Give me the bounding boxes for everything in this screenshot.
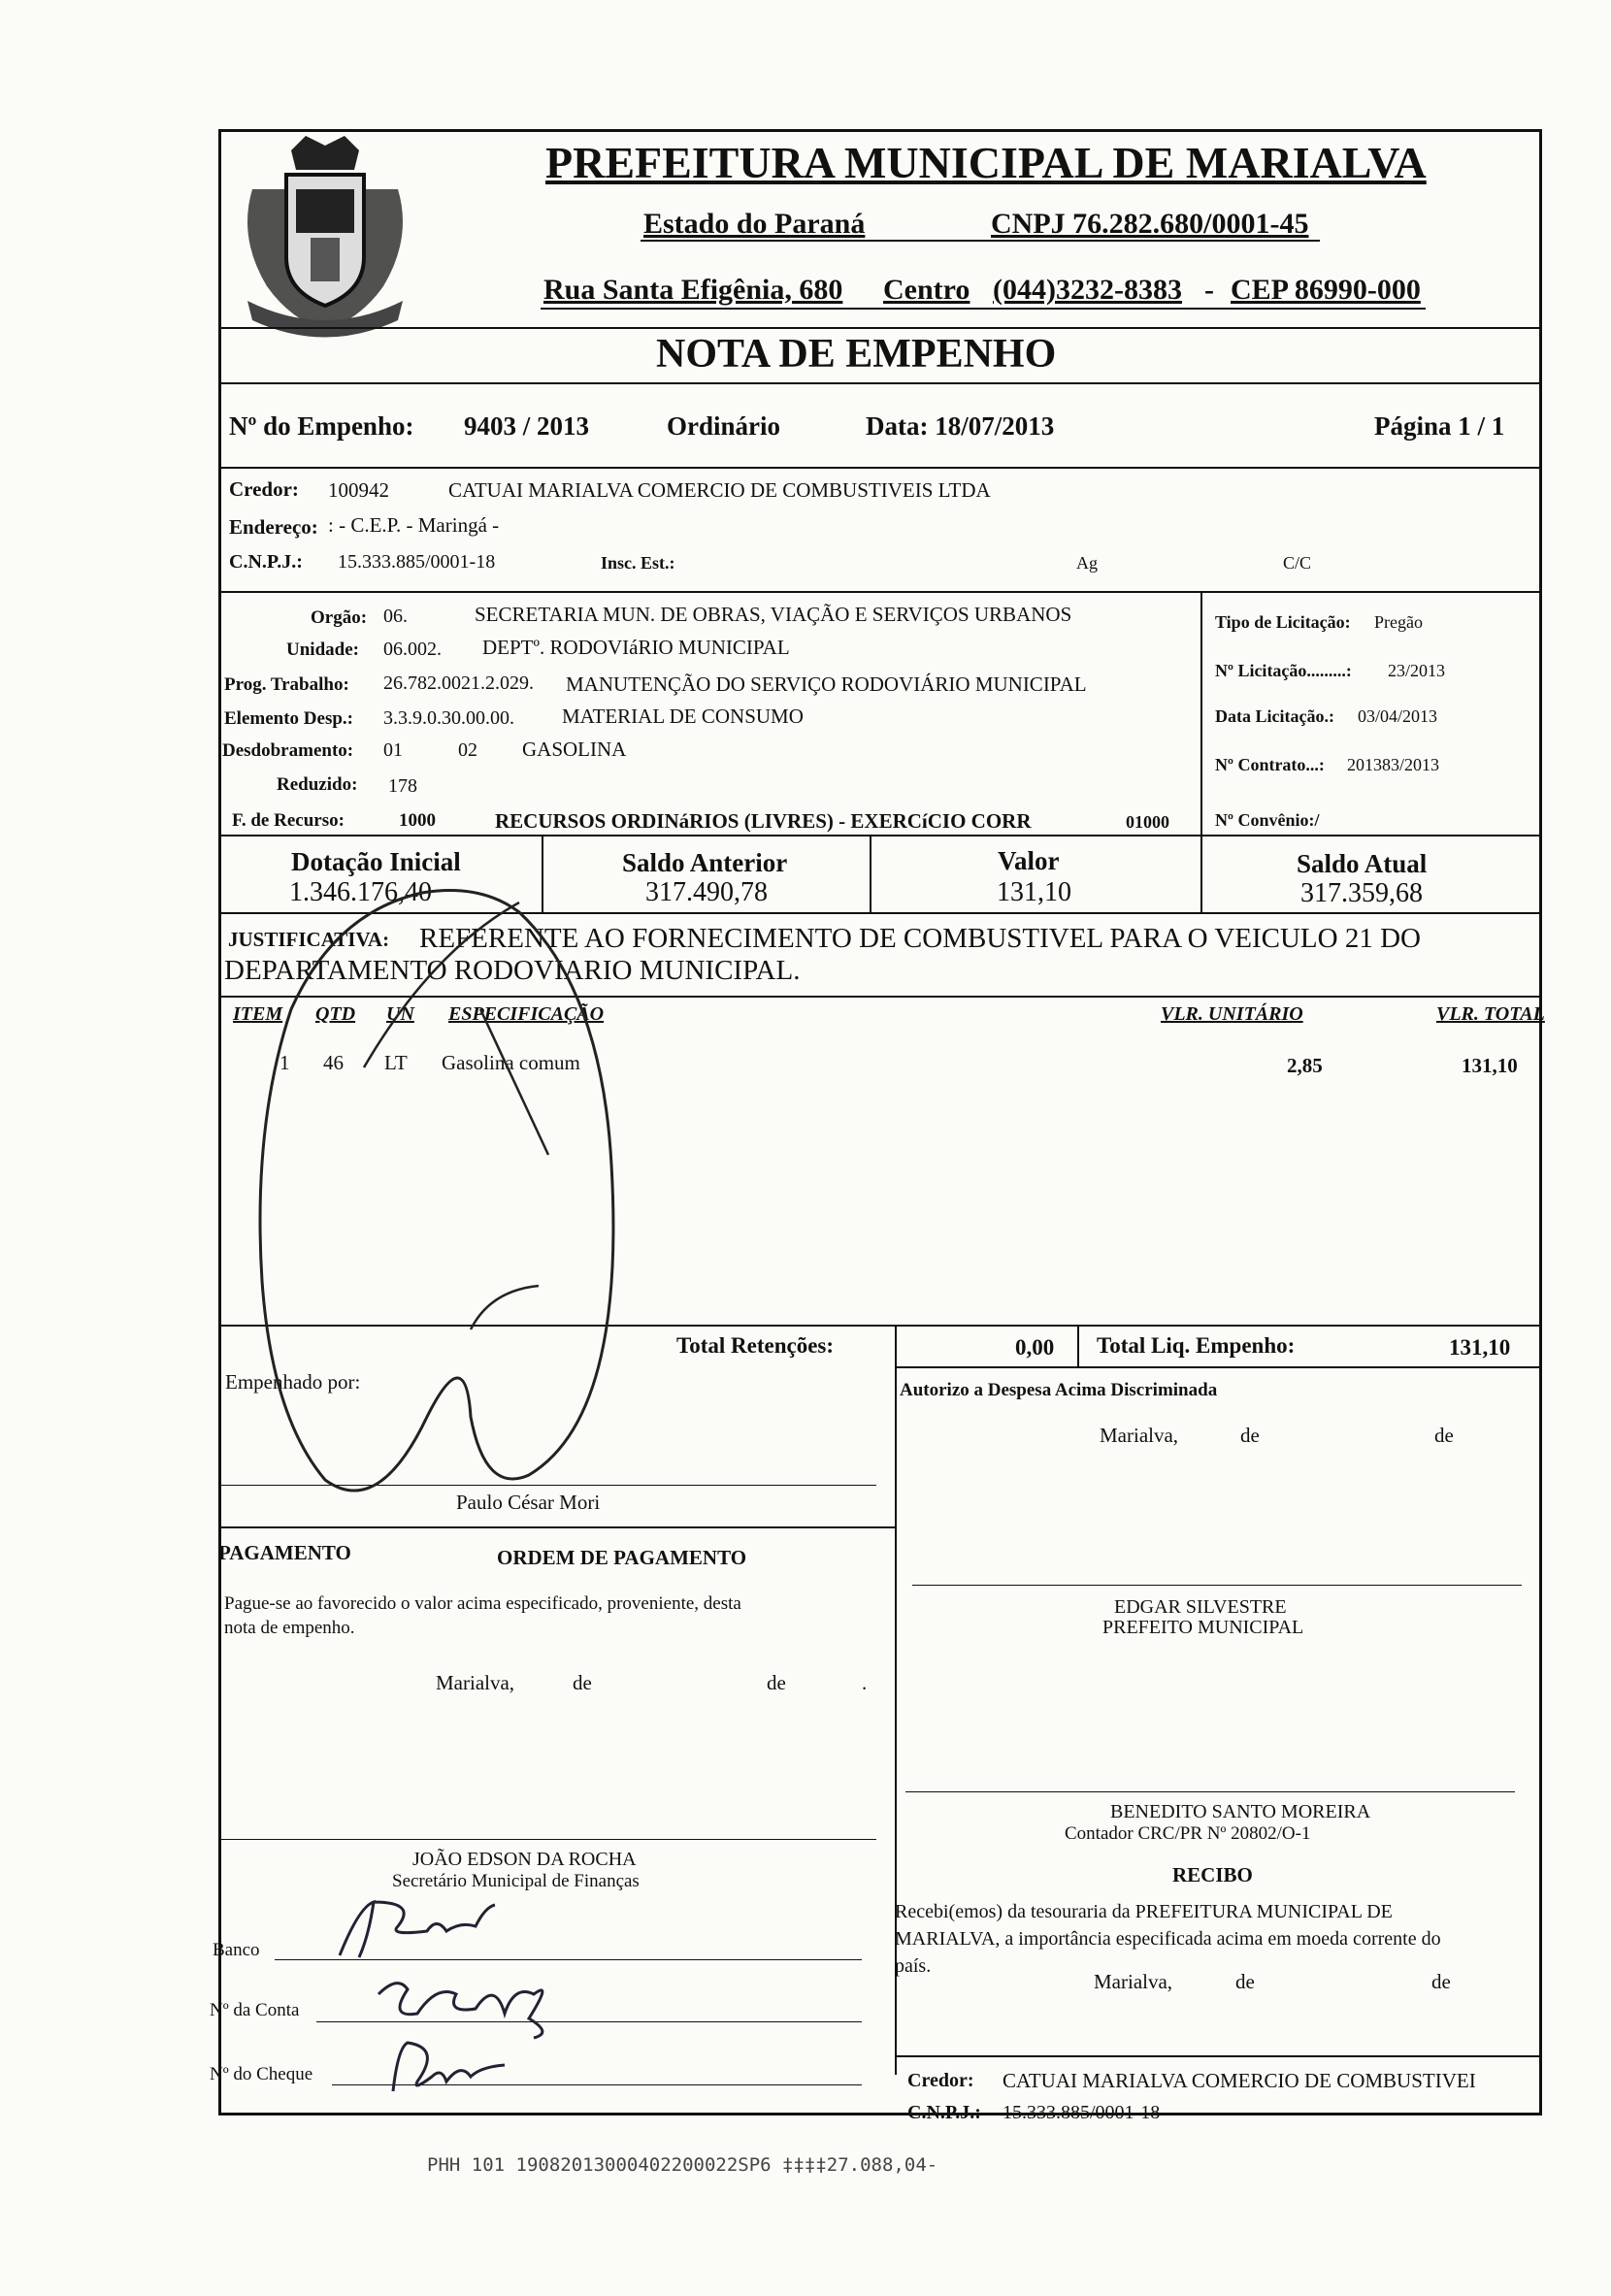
empenho-date: Data: 18/07/2013	[866, 411, 1055, 441]
desd-a: 01	[383, 739, 403, 761]
empenho-type: Ordinário	[667, 411, 781, 441]
pagamento-label: PAGAMENTO	[218, 1541, 351, 1564]
orgao-name: SECRETARIA MUN. DE OBRAS, VIAÇÃO E SERVIÇOS URBANOS	[475, 603, 1072, 626]
atual-label: Saldo Atual	[1297, 849, 1428, 878]
anterior-value: 317.490,78	[645, 877, 768, 907]
recibo-cnpj-label: C.N.P.J.:	[907, 2102, 981, 2123]
anterior-label: Saldo Anterior	[622, 848, 788, 877]
desd-b: 02	[458, 739, 477, 761]
recibo-credor-label: Credor:	[907, 2070, 974, 2091]
cheque-label: Nº do Cheque	[210, 2064, 313, 2084]
liq-label: Total Liq. Empenho:	[1097, 1333, 1296, 1358]
header-cep: CEP 86990-000	[1231, 274, 1421, 306]
retencoes-label: Total Retenções:	[676, 1333, 835, 1358]
col-spec: ESPECIFICAÇÃO	[448, 1003, 605, 1025]
reduzido-value: 178	[388, 775, 417, 797]
unidade-label: Unidade:	[286, 640, 359, 660]
justificativa-line1: REFERENTE AO FORNECIMENTO DE COMBUSTIVEL PARA O VEICULO 21 DO	[419, 923, 1421, 954]
header-phone: (044)3232-8383	[993, 274, 1182, 306]
licitacao-num-value: 23/2013	[1388, 661, 1446, 680]
signature-cheque	[374, 2038, 519, 2096]
pague-line1: Pague-se ao favorecido o valor acima especificado, proveniente, desta	[224, 1593, 741, 1614]
retencoes-value: 0,00	[1015, 1335, 1055, 1360]
recibo-de1: de	[1235, 1970, 1255, 1993]
empenho-number: 9403 / 2013	[464, 411, 590, 441]
recibo-line3: país.	[895, 1955, 932, 1977]
recurso-name: RECURSOS ORDINáRIOS (LIVRES) - EXERCíCIO CORR	[495, 809, 1032, 833]
recibo-city: Marialva,	[1094, 1970, 1173, 1993]
doc-title: NOTA DE EMPENHO	[656, 332, 1057, 377]
col-item: ITEM	[233, 1003, 283, 1025]
recibo-credor-name: CATUAI MARIALVA COMERCIO DE COMBUSTIVEI	[1003, 2069, 1476, 2092]
licitacao-data-value: 03/04/2013	[1358, 706, 1438, 726]
credor-label: Credor:	[229, 477, 299, 501]
prog-label: Prog. Trabalho:	[224, 674, 349, 695]
credor-cnpj-label: C.N.P.J.:	[229, 551, 303, 573]
credor-code: 100942	[328, 478, 389, 502]
dotacao-label: Dotação Inicial	[291, 847, 461, 876]
atual-value: 317.359,68	[1300, 878, 1423, 908]
licitacao-data-label: Data Licitação.:	[1215, 706, 1334, 726]
pagamento-de1: de	[573, 1671, 592, 1694]
header-district: Centro	[883, 274, 970, 306]
valor-value: 131,10	[997, 877, 1071, 907]
credor-ag-label: Ag	[1076, 553, 1098, 573]
licitacao-num-label: Nº Licitação.........:	[1215, 661, 1352, 680]
row-unit: 2,85	[1287, 1054, 1323, 1077]
contrato-label: Nº Contrato...:	[1215, 755, 1325, 774]
conta-label: Nº da Conta	[210, 2000, 300, 2020]
prog-code: 26.782.0021.2.029.	[383, 672, 534, 694]
empenhado-name: Paulo César Mori	[456, 1491, 601, 1514]
recurso-code: 1000	[399, 810, 436, 831]
orgao-label: Orgão:	[311, 607, 368, 628]
elem-name: MATERIAL DE CONSUMO	[562, 705, 804, 728]
banco-label: Banco	[213, 1940, 260, 1960]
contador-name: BENEDITO SANTO MOREIRA	[1110, 1801, 1371, 1822]
recibo-line1: Recebi(emos) da tesouraria da PREFEITURA MUNICIPAL DE	[895, 1901, 1393, 1922]
contador-title: Contador CRC/PR Nº 20802/O-1	[1065, 1823, 1311, 1844]
row-qtd: 46	[323, 1051, 344, 1074]
autorizo-label: Autorizo a Despesa Acima Discriminada	[900, 1380, 1218, 1400]
desd-label: Desdobramento:	[222, 740, 354, 761]
col-total: VLR. TOTAL	[1436, 1003, 1545, 1025]
empenho-label: Nº do Empenho:	[229, 411, 414, 441]
dotacao-value: 1.346.176,40	[289, 877, 432, 907]
pagamento-dot: .	[862, 1671, 868, 1694]
col-qtd: QTD	[315, 1003, 356, 1025]
recibo-cnpj: 15.333.885/0001-18	[1003, 2102, 1161, 2123]
hand-drawn-cross-mark	[218, 873, 655, 1514]
unidade-name: DEPTº. RODOVIáRIO MUNICIPAL	[482, 636, 790, 659]
unidade-code: 06.002.	[383, 639, 442, 660]
signature-banco	[330, 1897, 514, 1965]
col-un: UN	[386, 1003, 414, 1025]
liq-value: 131,10	[1449, 1335, 1511, 1360]
pagamento-city: Marialva,	[436, 1671, 515, 1694]
recibo-title: RECIBO	[1172, 1863, 1253, 1886]
recibo-line2: MARIALVA, a importância especificada acima em moeda corrente do	[895, 1928, 1441, 1950]
valor-label: Valor	[998, 846, 1060, 875]
row-un: LT	[384, 1051, 408, 1074]
desd-name: GASOLINA	[522, 738, 627, 761]
contrato-value: 201383/2013	[1347, 755, 1440, 774]
header-street: Rua Santa Efigênia, 680	[543, 274, 843, 306]
recurso-label: F. de Recurso:	[232, 810, 345, 831]
prefeito-name: EDGAR SILVESTRE	[1114, 1596, 1287, 1618]
empenho-page: Página 1 / 1	[1374, 411, 1505, 441]
ordem-label: ORDEM DE PAGAMENTO	[497, 1546, 747, 1569]
autorizo-city: Marialva,	[1100, 1424, 1179, 1447]
header-title: PREFEITURA MUNICIPAL DE MARIALVA	[545, 138, 1427, 187]
convenio-label: Nº Convênio:/	[1215, 810, 1320, 830]
col-unit: VLR. UNITÁRIO	[1161, 1003, 1303, 1025]
row-spec: Gasolina comum	[442, 1051, 580, 1074]
elem-label: Elemento Desp.:	[224, 708, 353, 729]
justificativa-line2: DEPARTAMENTO RODOVIARIO MUNICIPAL.	[224, 955, 801, 986]
recurso-code2: 01000	[1126, 812, 1169, 832]
header-cnpj: CNPJ 76.282.680/0001-45	[991, 208, 1309, 240]
row-item: 1	[279, 1051, 290, 1074]
credor-insc-label: Insc. Est.:	[601, 553, 675, 573]
prog-name: MANUTENÇÃO DO SERVIÇO RODOVIÁRIO MUNICIPAL	[566, 672, 1087, 696]
licitacao-tipo-label: Tipo de Licitação:	[1215, 612, 1351, 632]
autorizo-de2: de	[1434, 1424, 1454, 1447]
credor-cnpj: 15.333.885/0001-18	[338, 551, 496, 573]
empenhado-label: Empenhado por:	[225, 1370, 361, 1394]
justificativa-label: JUSTIFICATIVA:	[228, 928, 390, 951]
elem-code: 3.3.9.0.30.00.00.	[383, 707, 514, 729]
credor-address-label: Endereço:	[229, 515, 318, 539]
credor-cc-label: C/C	[1283, 553, 1312, 573]
licitacao-tipo-value: Pregão	[1374, 612, 1423, 632]
credor-address: : - C.E.P. - Maringá -	[328, 513, 500, 537]
pagamento-de2: de	[767, 1671, 786, 1694]
secretario-name: JOÃO EDSON DA ROCHA	[412, 1849, 637, 1870]
orgao-code: 06.	[383, 606, 408, 627]
header-sep: -	[1204, 274, 1214, 306]
prefeito-title: PREFEITO MUNICIPAL	[1102, 1617, 1304, 1638]
reduzido-label: Reduzido:	[277, 774, 358, 795]
recibo-de2: de	[1431, 1970, 1451, 1993]
credor-name: CATUAI MARIALVA COMERCIO DE COMBUSTIVEIS LTDA	[448, 478, 991, 502]
footer-code: PHH 101 19082013000402200022SP6 ‡‡‡‡27.088,04-	[427, 2154, 938, 2176]
secretario-title: Secretário Municipal de Finanças	[392, 1871, 640, 1891]
pague-line2: nota de empenho.	[224, 1618, 355, 1638]
row-total: 131,10	[1462, 1054, 1518, 1077]
signature-conta	[369, 1975, 563, 2043]
autorizo-de1: de	[1240, 1424, 1260, 1447]
header-state: Estado do Paraná	[643, 208, 866, 240]
